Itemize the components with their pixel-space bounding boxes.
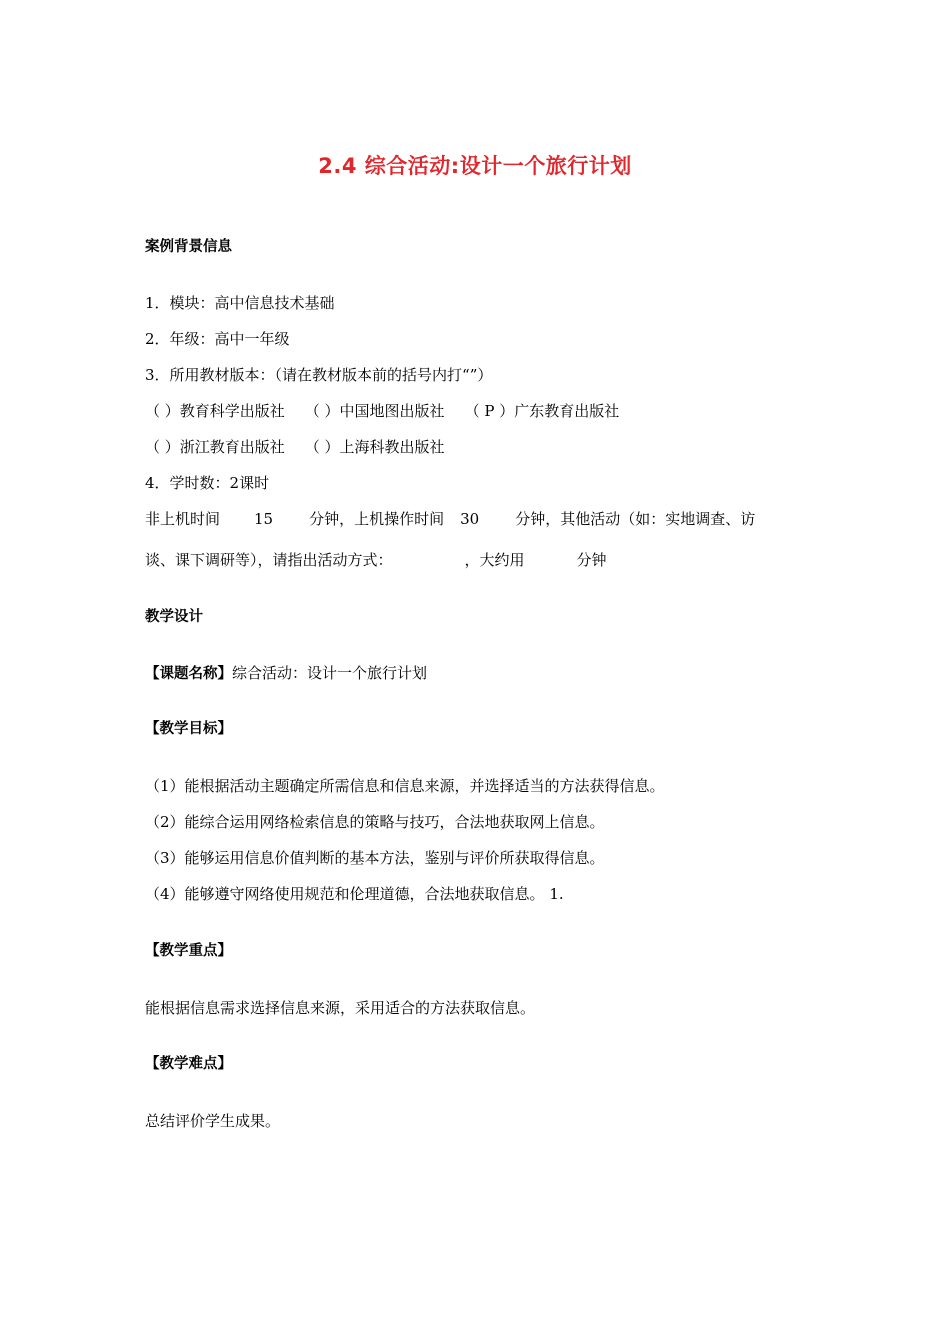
goal-item: （4）能够遵守网络使用规范和伦理道德，合法地获取信息。 1.: [145, 885, 564, 903]
publisher-option: （ ）上海科教出版社: [304, 438, 445, 456]
goal-item: （2）能综合运用网络检索信息的策略与技巧，合法地获取网上信息。: [145, 813, 605, 831]
background-heading: 案例背景信息: [145, 239, 232, 255]
online-time-label: 分钟，上机操作时间: [309, 510, 445, 528]
topic-value: 综合活动：设计一个旅行计划: [232, 664, 428, 682]
other-activity-label: 分钟，其他活动（如：实地调查、访: [515, 510, 756, 528]
publisher-option: （ ）教育科学出版社: [145, 402, 285, 420]
module-line: 1．模块：高中信息技术基础: [145, 294, 335, 312]
textbook-prompt-line: 3．所用教材版本：（请在教材版本前的括号内打“”）: [145, 366, 493, 384]
activity-method-label: 谈、课下调研等），请指出活动方式：: [145, 551, 393, 569]
time-line-2: [145, 549, 607, 571]
design-heading: 教学设计: [145, 609, 203, 625]
goal-item: （1）能根据活动主题确定所需信息和信息来源，并选择适当的方法获得信息。: [145, 777, 665, 795]
hours-line: 4．学时数：2课时: [145, 474, 270, 492]
topic-line: [145, 662, 427, 685]
document-title: 2.4 综合活动:设计一个旅行计划: [318, 154, 632, 178]
offline-time-value: 15: [254, 510, 274, 528]
publishers-row-1: [145, 400, 619, 422]
difficulty-text: 总结评价学生成果。: [145, 1112, 281, 1130]
offline-time-label: 非上机时间: [145, 510, 221, 528]
key-points-text: 能根据信息需求选择信息来源，采用适合的方法获取信息。: [145, 999, 536, 1017]
publisher-option: （ P ）广东教育出版社: [464, 402, 620, 420]
publisher-option: （ ）浙江教育出版社: [145, 438, 285, 456]
publishers-row-2: [145, 436, 445, 458]
minutes-label: 分钟: [576, 551, 607, 569]
grade-line: 2．年级：高中一年级: [145, 330, 290, 348]
difficulty-heading: 【教学难点】: [145, 1056, 232, 1072]
goal-item: （3）能够运用信息价值判断的基本方法，鉴别与评价所获取得信息。: [145, 849, 605, 867]
key-points-heading: 【教学重点】: [145, 943, 232, 959]
publisher-option: （ ）中国地图出版社: [304, 402, 445, 420]
approx-label: ，大约用: [464, 551, 525, 569]
topic-label: 【课题名称】: [145, 666, 232, 682]
goals-heading: 【教学目标】: [145, 721, 232, 737]
time-line-1: [145, 508, 755, 530]
online-time-value: 30: [460, 510, 480, 528]
